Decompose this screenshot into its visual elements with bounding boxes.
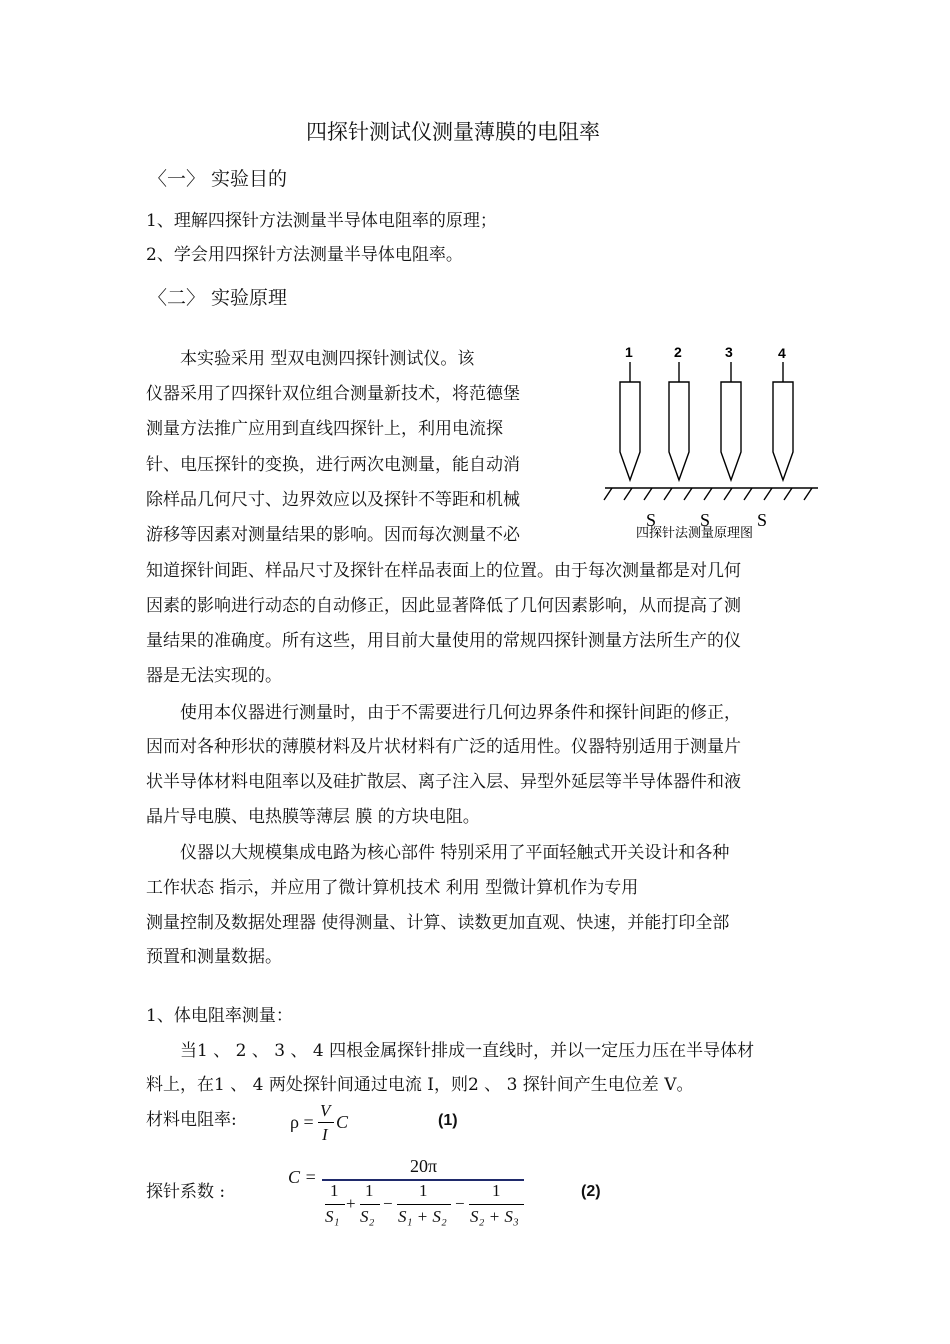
purpose-item-1: 1、理解四探针方法测量半导体电阻率的原理； (146, 211, 497, 231)
surface-hatching (604, 488, 812, 500)
para3-line: 仪器以大规模集成电路为核心部件 特别采用了平面轻触式开关设计和各种 (180, 843, 730, 863)
formula2-term2-bar (360, 1204, 380, 1205)
para1-line: 器是无法实现的。 (146, 666, 282, 686)
formula2-op3: − (455, 1194, 465, 1213)
subsection1-line: 料上，在1 、 4 两处探针间通过电流 I，则2 、 3 探针间产生电位差 V。 (146, 1075, 694, 1095)
probe-4-body (773, 382, 793, 480)
figure-caption: 四探针法测量原理图 (636, 526, 754, 541)
subsection-heading-bulk-resistivity: 1、体电阻率测量： (146, 1006, 293, 1026)
formula2-label: 探针系数 : (146, 1182, 226, 1202)
four-probe-diagram (600, 340, 830, 550)
probe-label-1: 1 (625, 344, 633, 360)
para1-line: 测量方法推广应用到直线四探针上，利用电流探 (146, 419, 503, 439)
formula2-term4-den: S₂ + S₃ (470, 1207, 519, 1226)
formula2-number: (2) (581, 1183, 601, 1200)
para2-line: 因而对各种形状的薄膜材料及片状材料有广泛的适用性。仪器特别适用于测量片 (146, 737, 741, 757)
formula2-op2: − (383, 1194, 393, 1213)
formula1-numerator: V (320, 1101, 331, 1120)
formula1-denominator: I (322, 1125, 328, 1144)
purpose-item-2: 2、学会用四探针方法测量半导体电阻率。 (146, 245, 463, 265)
para1-line: 知道探针间距、样品尺寸及探针在样品表面上的位置。由于每次测量都是对几何 (146, 561, 741, 581)
spacing-label-s1: S (646, 510, 657, 530)
formula2-term1-bar (325, 1204, 345, 1205)
formula1-lhs: ρ = (290, 1112, 314, 1132)
para2-line: 使用本仪器进行测量时，由于不需要进行几何边界条件和探针间距的修正， (180, 703, 741, 723)
subsection1-line: 当1 、 2 、 3 、 4 四根金属探针排成一直线时，并以一定压力压在半导体材 (180, 1041, 755, 1061)
para1-line: 因素的影响进行动态的自动修正，因此显著降低了几何因素影响，从而提高了测 (146, 596, 741, 616)
probe-3-body (721, 382, 741, 480)
formula1-factor: C (336, 1112, 349, 1132)
probe-label-3: 3 (725, 344, 733, 360)
probe-label-2: 2 (674, 344, 682, 360)
formula2-term1-num: 1 (330, 1181, 339, 1200)
formula2-numerator: 20π (410, 1156, 438, 1176)
spacing-label-s2: S (700, 510, 711, 530)
formula2-term2-num: 1 (365, 1181, 374, 1200)
probe-label-4: 4 (778, 345, 786, 361)
formula1-number: (1) (438, 1112, 458, 1129)
para1-line: 本实验采用 型双电测四探针测试仪。该 (180, 349, 475, 369)
spacing-label-s3: S (757, 510, 768, 530)
four-probe-figure (600, 340, 830, 550)
para2-line: 晶片导电膜、电热膜等薄层 膜 的方块电阻。 (146, 807, 480, 827)
section-heading-purpose: 〈一〉 实验目的 (148, 168, 288, 190)
formula2-term4-bar (469, 1204, 524, 1205)
probe-2-body (669, 382, 689, 480)
para1-line: 除样品几何尺寸、边界效应以及探针不等距和机械 (146, 490, 520, 510)
formula1-label: 材料电阻率: (146, 1110, 237, 1130)
para1-line: 量结果的准确度。所有这些，用目前大量使用的常规四探针测量方法所生产的仪 (146, 631, 741, 651)
formula2-term4-num: 1 (492, 1181, 501, 1200)
para2-line: 状半导体材料电阻率以及硅扩散层、离子注入层、异型外延层等半导体器件和液 (146, 772, 741, 792)
formula2-term3-bar (397, 1204, 451, 1205)
probe-1-body (620, 382, 640, 480)
formula2-term2-den: S₂ (360, 1207, 375, 1226)
formula2-lhs: C = (288, 1167, 317, 1187)
para3-line: 测量控制及数据处理器 使得测量、计算、读数更加直观、快速，并能打印全部 (146, 913, 730, 933)
para3-line: 预置和测量数据。 (146, 947, 282, 967)
page-title: 四探针测试仪测量薄膜的电阻率 (306, 120, 600, 144)
formula2-term1-den: S₁ (325, 1207, 340, 1226)
para1-line: 游移等因素对测量结果的影响。因而每次测量不必 (146, 525, 520, 545)
para1-line: 仪器采用了四探针双位组合测量新技术，将范德堡 (146, 384, 520, 404)
para1-line: 针、电压探针的变换，进行两次电测量，能自动消 (146, 455, 520, 475)
formula2-term3-num: 1 (419, 1181, 428, 1200)
para3-line: 工作状态 指示，并应用了微计算机技术 利用 型微计算机作为专用 (146, 878, 639, 898)
section-heading-principle: 〈二〉 实验原理 (148, 287, 288, 309)
formula2-term3-den: S₁ + S₂ (398, 1207, 447, 1226)
formula2-op1: + (346, 1194, 356, 1213)
formula1-fraction-bar (318, 1122, 334, 1123)
